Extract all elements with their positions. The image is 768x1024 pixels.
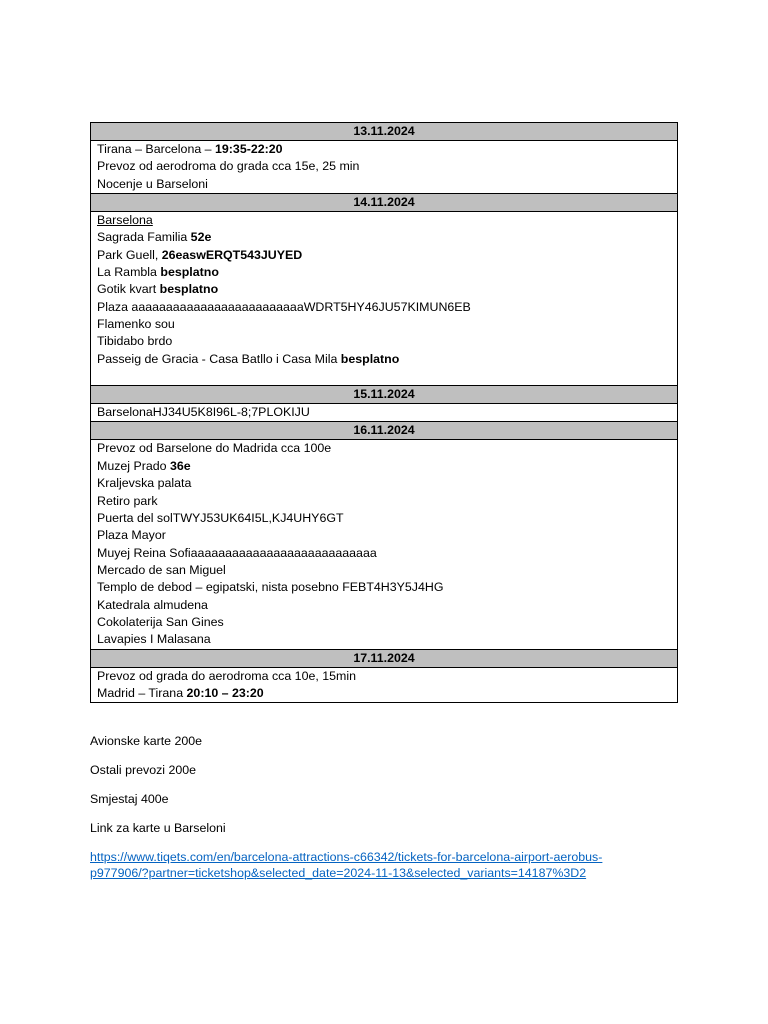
costs-section [90,733,690,894]
itinerary-line [97,281,671,298]
bold-text: 20:10 – 23:20 [186,685,264,700]
day-content-row [91,141,678,194]
text-segment: Cokolaterija San Gines [97,614,224,629]
text-segment: Plaza Mayor [97,528,166,543]
date-row [91,194,678,212]
itinerary-line [97,631,671,648]
day-content-row [91,212,678,386]
itinerary-line [97,264,671,281]
itinerary-table [90,122,678,703]
itinerary-line [97,158,671,175]
text-segment: Tirana – Barcelona – [97,142,216,156]
bold-text: 36e [170,458,191,473]
tickets-link-line-1: https://www.tiqets.com/en/barcelona-attractions-c66342/tickets-for-barcelona-airport-aerobus- [90,849,603,864]
text-segment: Muyej Reina Sofiaaaaaaaaaaaaaaaaaaaaaaaaaaa [97,545,377,560]
itinerary-line [97,229,671,246]
text-segment: Barselona [97,213,153,228]
day-content [91,404,678,422]
text-segment: Park Guell, [97,247,162,262]
itinerary-line [97,614,671,631]
itinerary-line [97,440,671,457]
text-segment: Prevoz od grada do aerodroma cca 10e, 15min [97,668,356,683]
itinerary-line [97,404,671,421]
text-segment: Prevoz od Barselone do Madrida cca 100e [97,441,332,456]
text-segment: Retiro park [97,493,158,508]
day-content [91,141,678,194]
itinerary-line [97,176,671,193]
bold-text: 19:35-22:20 [215,142,283,156]
itinerary-line [97,510,671,527]
day-content-row [91,440,678,649]
date-header: 16.11.2024 [91,422,678,440]
itinerary-line [97,247,671,264]
tickets-link-line-2: p977906/?partner=ticketshop&selected_date=2024-11-13&selected_variants=14187%3D2 [90,866,587,881]
date-row [91,123,678,141]
text-segment: La Rambla [97,265,161,280]
text-segment: Flamenko sou [97,317,175,332]
text-segment: Passeig de Gracia - Casa Batllo i Casa Mila [97,351,341,366]
text-segment: Sagrada Familia [97,230,191,245]
date-header: 13.11.2024 [91,123,678,141]
itinerary-line [97,668,671,685]
bold-text: 52e [190,230,212,245]
itinerary-line [97,141,671,158]
itinerary-line [97,212,671,229]
text-segment: BarselonaHJ34U5K8I96L-8;7PLOKIJU [97,405,310,420]
tickets-link-paragraph [90,849,690,882]
date-header: 17.11.2024 [91,649,678,667]
text-segment: Lavapies I Malasana [97,632,211,647]
bold-text: 26easwERQT543JUYED [161,247,303,262]
text-segment: Gotik kvart [97,282,160,297]
text-segment: Prevoz od aerodroma do grada cca 15e, 25 min [97,159,360,174]
itinerary-line [97,351,671,368]
date-header: 15.11.2024 [91,386,678,404]
lodging-cost: Smjestaj 400e [90,791,169,806]
itinerary-line [97,685,671,702]
itinerary-line [97,527,671,544]
itinerary-line [97,545,671,562]
bold-text: besplatno [160,265,219,280]
itinerary-line [97,333,671,350]
date-row [91,422,678,440]
day-content [91,212,678,386]
text-segment: Nocenje u Barseloni [97,176,208,191]
text-segment: Katedrala almudena [97,597,208,612]
date-row [91,649,678,667]
itinerary-line [97,316,671,333]
date-header: 14.11.2024 [91,194,678,212]
itinerary-line [97,562,671,579]
date-row [91,386,678,404]
itinerary-line [97,597,671,614]
day-content [91,667,678,703]
text-segment: Templo de debod – egipatski, nista posebno FEBT4H3Y5J4HG [97,580,444,595]
flights-cost: Avionske karte 200e [90,734,203,748]
itinerary-line [97,458,671,475]
text-segment: Madrid – Tirana [97,685,187,700]
day-content-row [91,404,678,422]
bold-text: besplatno [159,282,219,297]
itinerary-line [97,579,671,596]
text-segment: Kraljevska palata [97,476,192,491]
itinerary-line [97,493,671,510]
tickets-link[interactable] [90,850,602,880]
itinerary-line [97,299,671,316]
text-segment: Puerta del solTWYJ53UK64I5L,KJ4UHY6GT [97,510,344,525]
text-segment: Plaza aaaaaaaaaaaaaaaaaaaaaaaaaWDRT5HY46JU57KIMUN6EB [97,299,471,314]
transport-cost: Ostali prevozi 200e [90,762,197,777]
text-segment: Muzej Prado [97,458,171,473]
day-content [91,440,678,649]
link-label: Link za karte u Barseloni [90,820,226,835]
text-segment: Mercado de san Miguel [97,562,226,577]
text-segment: Tibidabo brdo [97,334,173,349]
itinerary-line [97,475,671,492]
bold-text: besplatno [340,351,400,366]
itinerary-table-body [91,123,678,703]
day-content-row [91,667,678,703]
